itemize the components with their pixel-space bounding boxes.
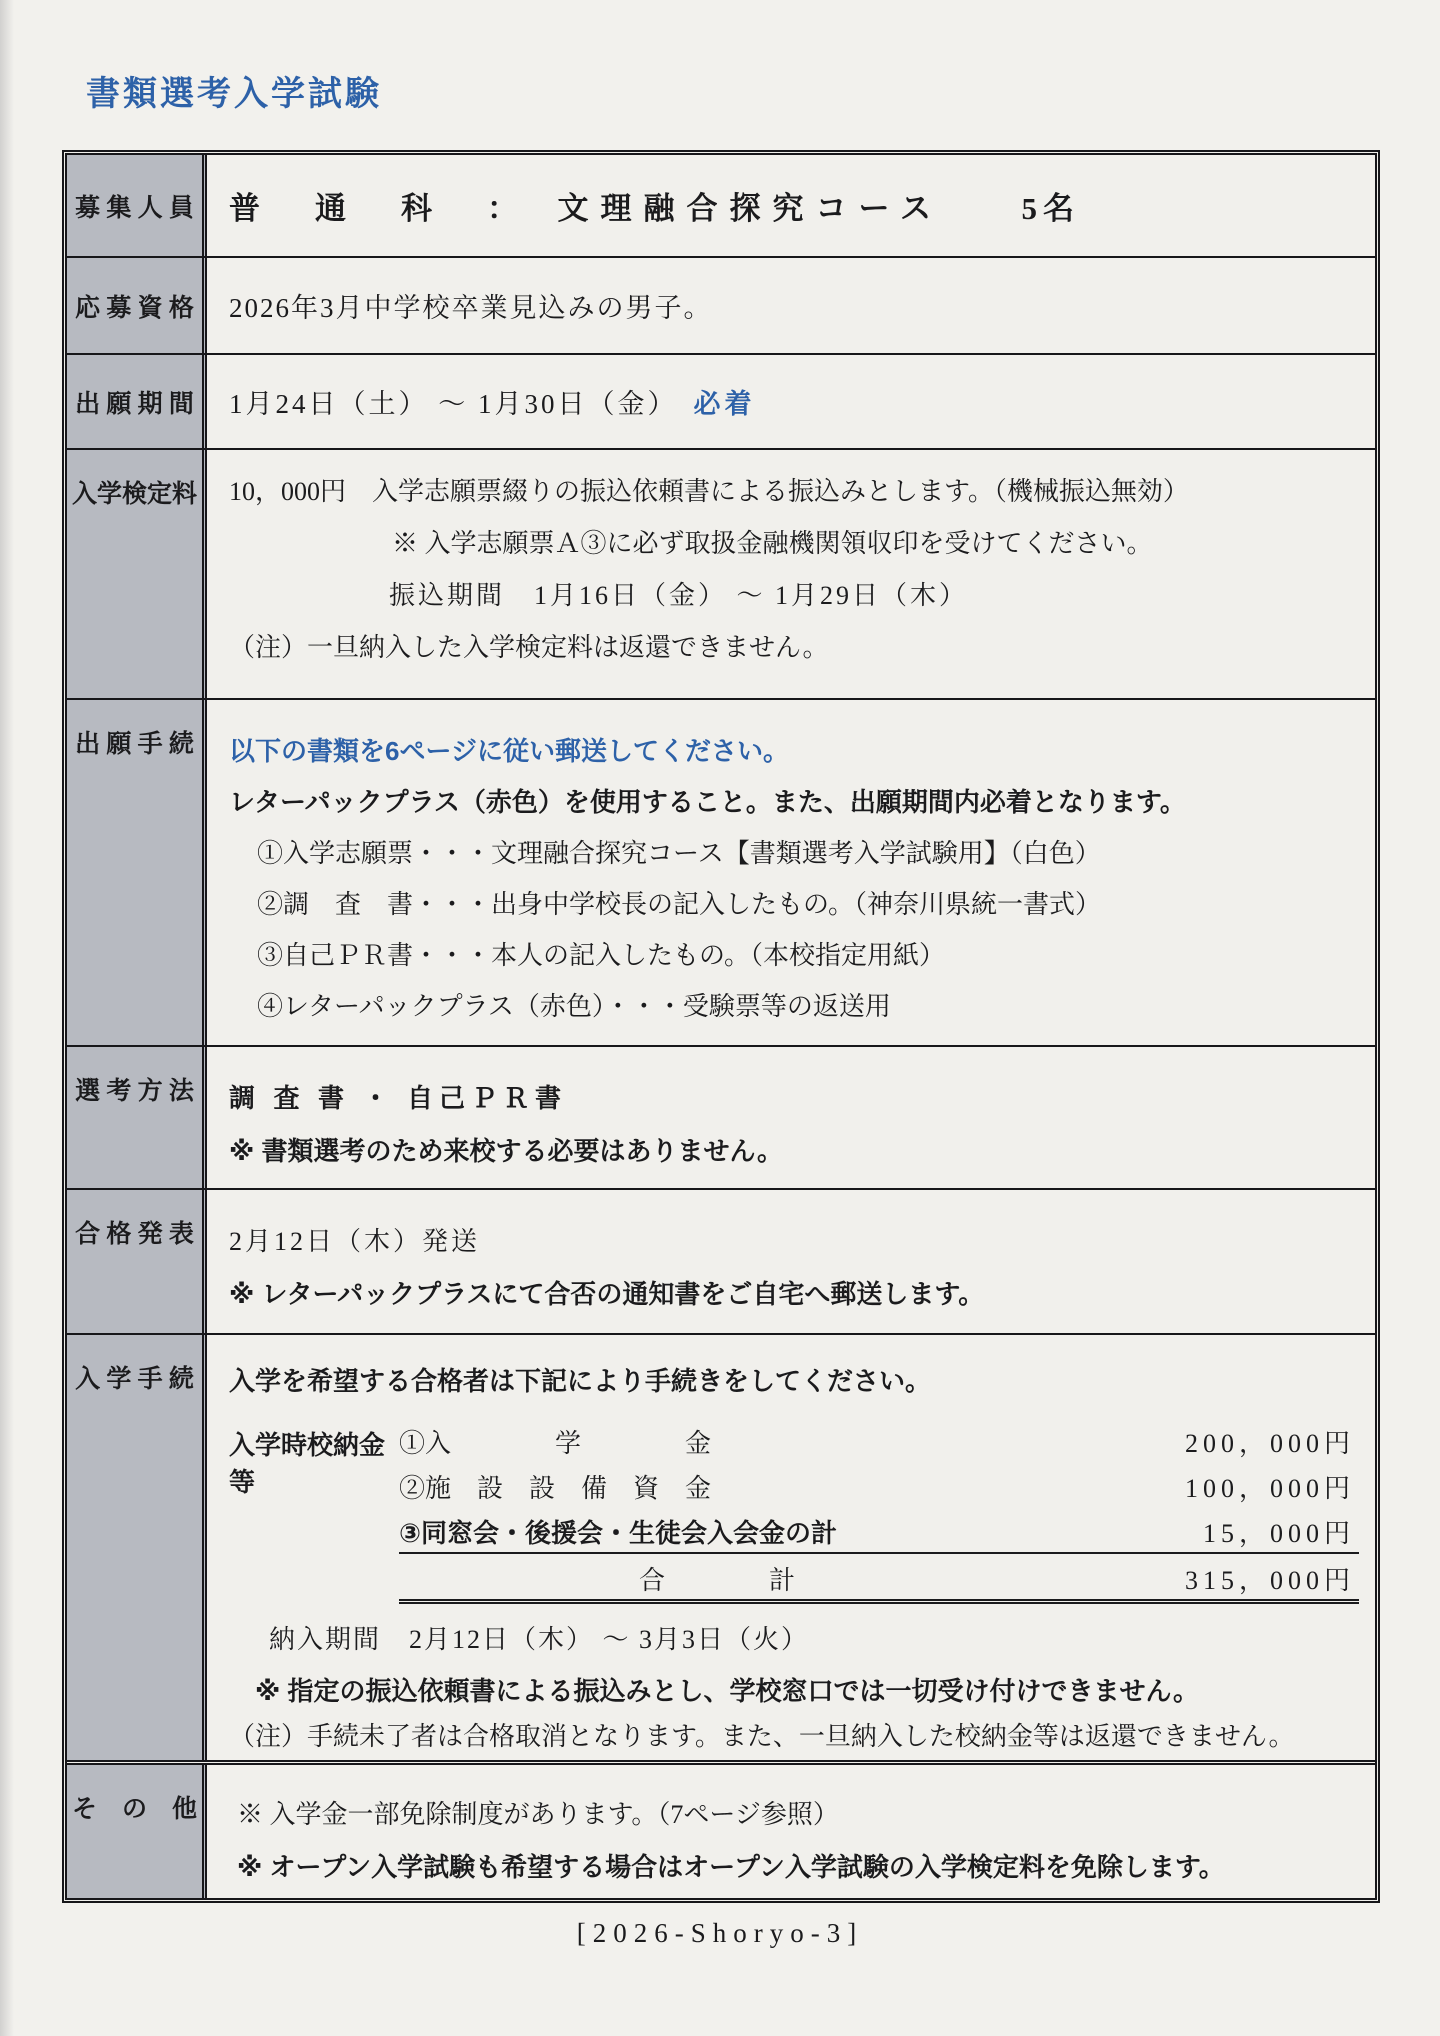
cancellation-note: （注）手続未了者は合格取消となります。また、一旦納入した校納金等は返還できません。 <box>229 1722 1295 1751</box>
document-item-4: ④レターパックプラス（赤色）・・・受験票等の返送用 <box>257 992 891 1021</box>
fee-row-association <box>399 1507 1359 1554</box>
recruitment-content-cell <box>207 155 1375 256</box>
fee-amount: 200，000円 <box>1184 1429 1355 1458</box>
fee-exemption-note: ※ 入学金一部免除制度があります。（7ページ参照） <box>237 1800 839 1829</box>
required-documents-list <box>229 828 1365 1032</box>
row-selection-method <box>67 1045 1375 1188</box>
row-other <box>67 1760 1375 1898</box>
fee-amount: 15，000円 <box>1202 1519 1355 1548</box>
page-footer: [2026-Shoryo-3] <box>576 1918 864 1948</box>
fee-name: ③同窓会・後援会・生徒会入会金の計 <box>399 1518 838 1548</box>
results-mailing-note: ※ レターパックプラスにて合否の通知書をご自宅へ郵送します。 <box>229 1279 985 1309</box>
fee-amount: 100，000円 <box>1184 1474 1355 1503</box>
document-item-3: ③自己ＰＲ書・・・本人の記入したもの。（本校指定用紙） <box>257 941 945 970</box>
recruitment-count: 5名 <box>1021 191 1080 226</box>
fee-total-amount: 315，000円 <box>1184 1566 1355 1595</box>
letterpack-instruction <box>229 777 1365 828</box>
selection-documents: 調 査 書 ・ 自己ＰＲ書 <box>229 1084 568 1113</box>
fee-name: ②施 設 設 備 資 金 <box>399 1474 712 1503</box>
row-application-procedure <box>67 698 1375 1045</box>
no-visit-note: ※ 書類選考のため来校する必要はありません。 <box>229 1136 784 1166</box>
row-application-period <box>67 353 1375 448</box>
row-header-selection-method: 選 考 方 法 <box>67 1047 207 1188</box>
exam-fee-no-refund-note: （注）一旦納入した入学検定料は返還できません。 <box>229 633 829 662</box>
letterpack-instruction-pre: レターパックプラス（赤色）を使用すること。また、 <box>229 787 850 817</box>
document-item-1: ①入学志願票・・・文理融合探究コース【書類選考入学試験用】（白色） <box>257 839 1101 868</box>
exam-fee-receipt-note: ※ 入学志願票Ａ③に必ず取扱金融機関領収印を受けてください。 <box>392 529 1153 558</box>
page-title: 書類選考入学試験 <box>86 76 382 113</box>
row-results-announcement <box>67 1188 1375 1333</box>
fees-table <box>399 1417 1359 1604</box>
enrollment-fees-block <box>229 1417 1359 1604</box>
eligibility-content-cell <box>207 258 1375 353</box>
mailing-instruction: 以下の書類を6ページに従い郵送してください。 <box>229 736 789 766</box>
open-exam-exemption-note: ※ オープン入学試験も希望する場合はオープン入学試験の入学検定料を免除します。 <box>237 1852 1225 1882</box>
enrollment-content-cell <box>207 1335 1375 1760</box>
row-header-application-procedure: 出 願 手 続 <box>67 700 207 1045</box>
eligibility-text: 2026年3月中学校卒業見込みの男子。 <box>229 293 713 323</box>
application-procedure-content-cell <box>207 700 1375 1045</box>
deadline-emphasis: 出願期間内必着 <box>849 787 1032 817</box>
letterpack-instruction-post: となります。 <box>1031 787 1186 817</box>
fee-name: ①入 学 金 <box>399 1429 712 1458</box>
row-header-enrollment-procedure: 入 学 手 続 <box>67 1335 207 1760</box>
row-eligibility <box>67 256 1375 353</box>
admission-exam-table <box>62 150 1380 1903</box>
results-content-cell <box>207 1190 1375 1333</box>
row-enrollment-procedure <box>67 1333 1375 1760</box>
exam-fee-amount-line: 10，000円 入学志願票綴りの振込依頼書による振込みとします。（機械振込無効） <box>229 477 1189 506</box>
fees-label: 入学時校納金等 <box>229 1430 386 1497</box>
row-header-exam-fee: 入学検定料 <box>67 450 207 698</box>
row-header-other: そ の 他 <box>67 1765 207 1898</box>
row-header-results-announcement: 合 格 発 表 <box>67 1190 207 1333</box>
row-header-recruitment: 募 集 人 員 <box>67 155 207 256</box>
application-period-content-cell <box>207 355 1375 448</box>
selection-method-content-cell <box>207 1047 1375 1188</box>
fee-row-total <box>399 1554 1359 1604</box>
fee-row-admission <box>399 1417 1359 1462</box>
row-header-eligibility: 応 募 資 格 <box>67 258 207 353</box>
must-arrive-label: 必着 <box>693 389 756 419</box>
exam-fee-content-cell <box>207 450 1375 698</box>
row-header-application-period: 出 願 期 間 <box>67 355 207 448</box>
payment-method-note: ※ 指定の振込依頼書による振込みとし、学校窓口では一切受け付けできません。 <box>255 1676 1200 1706</box>
exam-fee-transfer-period: 振込期間 1月16日（金） ～ 1月29日（木） <box>389 581 969 610</box>
document-item-2: ②調 査 書・・・出身中学校長の記入したもの。（神奈川県統一書式） <box>257 890 1101 919</box>
course-name: 普 通 科 ： 文理融合探究コース <box>229 191 943 226</box>
enrollment-intro: 入学を希望する合格者は下記により手続きをしてください。 <box>229 1366 932 1396</box>
fee-row-facilities <box>399 1462 1359 1507</box>
fee-total-label: 合 計 <box>639 1566 796 1595</box>
payment-period: 納入期間 2月12日（木） ～ 3月3日（火） <box>269 1625 810 1654</box>
row-exam-fee <box>67 448 1375 698</box>
other-content-cell <box>207 1765 1375 1898</box>
application-period-dates: 1月24日（土） ～ 1月30日（金） <box>229 389 678 419</box>
results-date: 2月12日（木）発送 <box>229 1227 481 1256</box>
row-recruitment-numbers <box>67 155 1375 256</box>
